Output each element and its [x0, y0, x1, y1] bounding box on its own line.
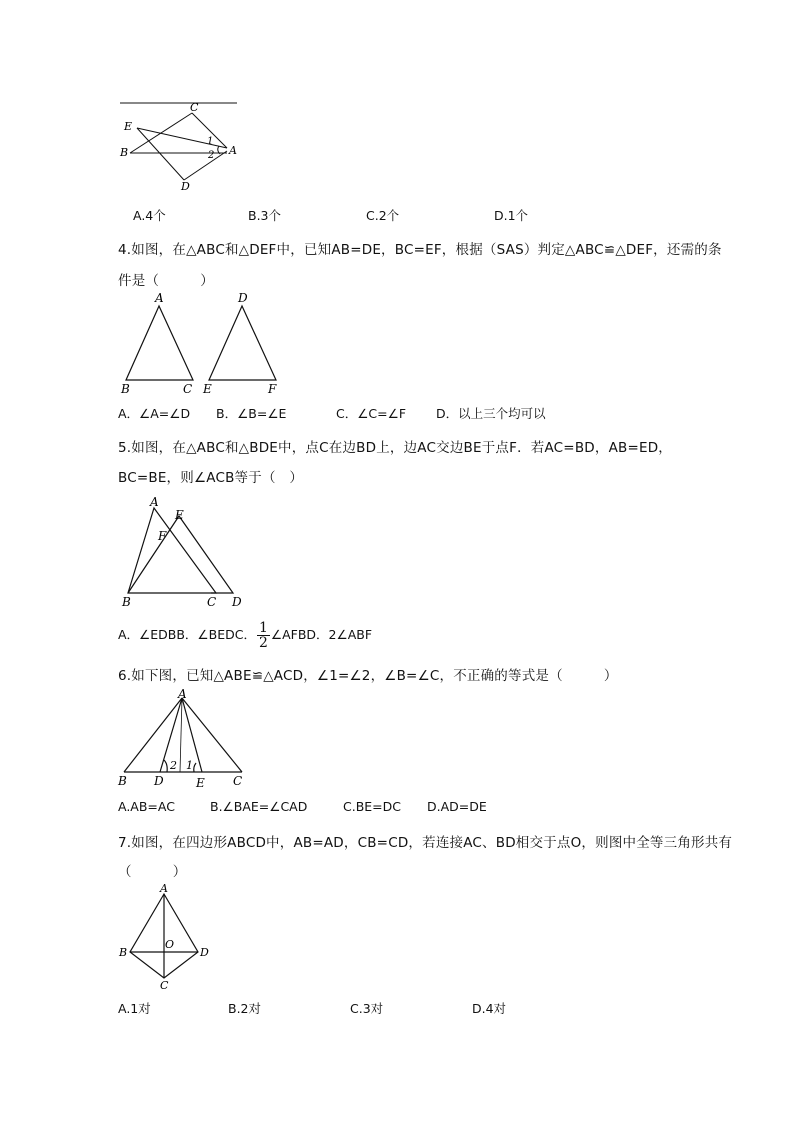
q4-text-line2: 件是（ ）	[118, 273, 214, 289]
q3-angle-2: 2	[208, 150, 215, 161]
q6-angle-2: 2	[170, 759, 177, 772]
q6-label-C: C	[233, 774, 243, 788]
q6-option-b[interactable]: B.∠BAE=∠CAD	[210, 799, 308, 814]
q4-label-F: F	[268, 382, 277, 396]
q3-label-C: C	[190, 101, 199, 114]
q5-label-C: C	[207, 595, 217, 609]
q7-label-A: A	[160, 882, 168, 895]
q3-label-E: E	[124, 120, 133, 133]
q4-label-C: C	[183, 382, 193, 396]
q5-triangle-bde	[128, 516, 233, 593]
q4-option-b[interactable]: B．∠B=∠E	[216, 406, 287, 421]
q3-angle-1: 1	[207, 136, 214, 147]
q7-option-b[interactable]: B.2对	[228, 1001, 262, 1016]
q4-option-c[interactable]: C．∠C=∠F	[336, 406, 407, 421]
q6-option-a[interactable]: A.AB=AC	[118, 799, 175, 814]
q5-options-pre: A．∠EDBB．∠BEDC．	[118, 627, 256, 642]
q4-figure	[116, 290, 286, 398]
q4-label-A: A	[155, 291, 164, 305]
q4-triangle-def	[209, 306, 276, 380]
q5-figure	[116, 493, 252, 613]
q7-option-d[interactable]: D.4对	[472, 1001, 507, 1016]
q5-frac-num: 1	[258, 620, 268, 636]
q5-label-E: E	[175, 508, 184, 522]
q5-label-B: B	[122, 595, 131, 609]
q5-label-A: A	[150, 495, 159, 509]
q5-label-F: F	[158, 529, 167, 543]
q6-label-B: B	[118, 774, 127, 788]
q7-option-c[interactable]: C.3对	[350, 1001, 384, 1016]
q3-option-d[interactable]: D.1个	[494, 208, 529, 223]
q3-label-B: B	[120, 146, 129, 159]
q7-label-D: D	[200, 946, 209, 959]
q6-option-d[interactable]: D.AD=DE	[427, 799, 487, 814]
q5-text-line1: 5.如图，在△ABC和△BDE中，点C在边BD上，边AC交边BE于点F．若AC=BD，AB=ED，	[118, 440, 673, 456]
q5-label-D: D	[232, 595, 242, 609]
q4-option-a[interactable]: A．∠A=∠D	[118, 406, 191, 421]
q3-option-b[interactable]: B.3个	[248, 208, 282, 223]
q3-label-A: A	[229, 144, 237, 157]
q7-label-B: B	[119, 946, 128, 959]
q3-figure	[115, 96, 245, 192]
q7-figure	[114, 880, 218, 992]
q6-option-c[interactable]: C.BE=DC	[343, 799, 402, 814]
q5-frac-den: 2	[258, 635, 268, 651]
q5-options[interactable]	[118, 620, 372, 650]
q6-figure	[116, 686, 252, 790]
q7-text-line1: 7.如图，在四边形ABCD中，AB=AD，CB=CD，若连接AC、BD相交于点O，则图中全等三角形共有	[118, 835, 733, 851]
q5-fraction	[257, 621, 270, 650]
q6-text-line1: 6.如下图，已知△ABE≌△ACD，∠1=∠2，∠B=∠C，不正确的等式是（ ）	[118, 668, 618, 684]
q4-text-line1: 4.如图，在△ABC和△DEF中，已知AB=DE，BC=EF，根据（SAS）判定△ABC≌△DEF，还需的条	[118, 242, 722, 258]
q4-label-E: E	[203, 382, 212, 396]
q7-label-O: O	[165, 938, 175, 951]
q4-option-d[interactable]: D．以上三个均可以	[436, 406, 546, 421]
q6-label-A: A	[178, 687, 187, 701]
q5-options-post: ∠AFBD．2∠ABF	[270, 627, 373, 642]
q6-label-E: E	[196, 776, 205, 790]
q4-triangle-abc	[126, 306, 193, 380]
q7-label-C: C	[160, 979, 169, 992]
q7-option-a[interactable]: A.1对	[118, 1001, 151, 1016]
q4-label-D: D	[238, 291, 248, 305]
q6-label-D: D	[154, 774, 164, 788]
q4-label-B: B	[121, 382, 130, 396]
q5-text-line2: BC=BE，则∠ACB等于（ ）	[118, 470, 304, 486]
q7-text-line2: （ ）	[118, 864, 187, 880]
q3-option-c[interactable]: C.2个	[366, 208, 400, 223]
q3-label-D: D	[181, 180, 190, 192]
q3-option-a[interactable]: A.4个	[133, 208, 166, 223]
q6-angle-1: 1	[186, 759, 193, 772]
